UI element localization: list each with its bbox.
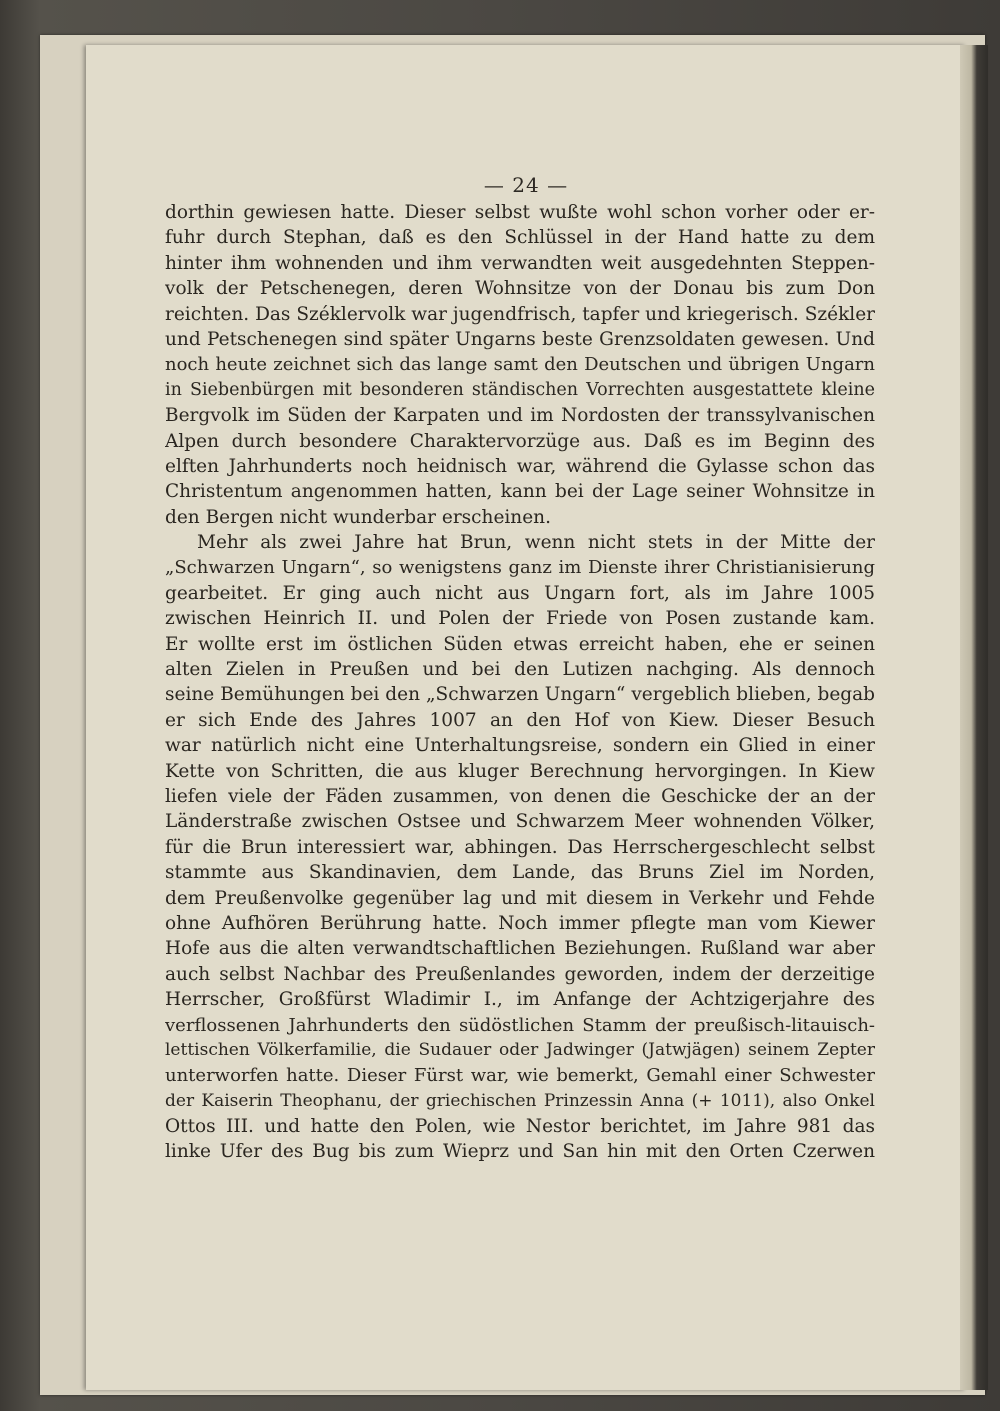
text-line: für die Brun interessiert war, abhingen. Das Herrschergeschlecht selbst xyxy=(165,836,875,858)
text-line: ohne Aufhören Berührung hatte. Noch immer pflegte man vom Kiewer xyxy=(165,912,875,934)
text-line: lettischen Völkerfamilie, die Sudauer oder Jadwinger (Jatwjägen) seinem Zepter xyxy=(165,1039,875,1060)
text-line: Länderstraße zwischen Ostsee und Schwarzem Meer wohnenden Völker, xyxy=(165,811,875,833)
text-line: fuhr durch Stephan, daß es den Schlüssel in der Hand hatte zu dem xyxy=(165,227,875,249)
text-line: Bergvolk im Süden der Karpaten und im Nordosten der transsylvanischen xyxy=(165,405,875,427)
text-line: zwischen Heinrich II. und Polen der Friede von Posen zustande kam. xyxy=(165,608,875,630)
text-line: dorthin gewiesen hatte. Dieser selbst wußte wohl schon vorher oder er- xyxy=(165,202,875,223)
text-line: Kette von Schritten, die aus kluger Berechnung hervorgingen. In Kiew xyxy=(165,760,875,782)
text-line: und Petschenegen sind später Ungarns beste Grenzsoldaten gewesen. Und xyxy=(165,328,875,350)
text-line: verflossenen Jahrhunderts den südöstlichen Stamm der preußisch-litauisch- xyxy=(165,1014,875,1036)
page-number: — 24 — xyxy=(483,173,569,197)
text-line: alten Zielen in Preußen und bei den Lutizen nachging. Als dennoch xyxy=(165,659,875,681)
text-line: Ottos III. und hatte den Polen, wie Nestor berichtet, im Jahre 981 das xyxy=(165,1116,875,1138)
text-line: der Kaiserin Theophanu, der griechischen Prinzessin Anna (+ 1011), also Onkel xyxy=(165,1090,875,1111)
text-line: Alpen durch besondere Charaktervorzüge aus. Daß es im Beginn des xyxy=(165,430,875,452)
text-line: Er wollte erst im östlichen Süden etwas erreicht haben, ehe er seinen xyxy=(165,633,875,655)
text-line: er sich Ende des Jahres 1007 an den Hof von Kiew. Dieser Besuch xyxy=(165,709,875,731)
text-line: dem Preußenvolke gegenüber lag und mit diesem in Verkehr und Fehde xyxy=(165,887,875,909)
text-line: reichten. Das Széklervolk war jugendfrisch, tapfer und kriegerisch. Székler xyxy=(165,303,875,325)
text-line: stammte aus Skandinavien, dem Lande, das Bruns Ziel im Norden, xyxy=(165,862,875,884)
text-line: Herrscher, Großfürst Wladimir I., im Anfange der Achtzigerjahre des xyxy=(165,989,875,1011)
text-line: linke Ufer des Bug bis zum Wieprz und San hin mit den Orten Czerwen xyxy=(165,1141,875,1163)
text-line: noch heute zeichnet sich das lange samt den Deutschen und übrigen Ungarn xyxy=(165,354,875,376)
text-line: liefen viele der Fäden zusammen, von denen die Geschicke der an der xyxy=(165,785,875,807)
text-line: war natürlich nicht eine Unterhaltungsreise, sondern ein Glied in einer xyxy=(165,735,875,757)
text-line: Christentum angenommen hatten, kann bei der Lage seiner Wohnsitze in xyxy=(165,481,875,503)
body-text xyxy=(165,200,875,1165)
text-line: Hofe aus die alten verwandtschaftlichen Beziehungen. Rußland war aber xyxy=(165,938,875,960)
text-line: Mehr als zwei Jahre hat Brun, wenn nicht stets in der Mitte der xyxy=(197,532,875,554)
text-line: den Bergen nicht wunderbar erscheinen. xyxy=(165,506,551,528)
text-line: hinter ihm wohnenden und ihm verwandten weit ausgedehnten Steppen- xyxy=(165,252,875,274)
text-line: in Siebenbürgen mit besonderen ständischen Vorrechten ausgestattete kleine xyxy=(165,379,875,400)
text-line: elften Jahrhunderts noch heidnisch war, während die Gylasse schon das xyxy=(165,455,875,477)
text-line: „Schwarzen Ungarn“, so wenigstens ganz im Dienste ihrer Christianisierung xyxy=(165,557,875,579)
text-line: seine Bemühungen bei den „Schwarzen Ungarn“ vergeblich blieben, begab xyxy=(165,684,875,706)
text-line: auch selbst Nachbar des Preußenlandes geworden, indem der derzeitige xyxy=(165,963,875,985)
page-gutter xyxy=(960,45,988,1390)
text-line: gearbeitet. Er ging auch nicht aus Ungarn fort, als im Jahre 1005 xyxy=(165,582,875,604)
text-line: unterworfen hatte. Dieser Fürst war, wie bemerkt, Gemahl einer Schwester xyxy=(165,1065,875,1087)
text-line: volk der Petschenegen, deren Wohnsitze von der Donau bis zum Don xyxy=(165,278,875,300)
